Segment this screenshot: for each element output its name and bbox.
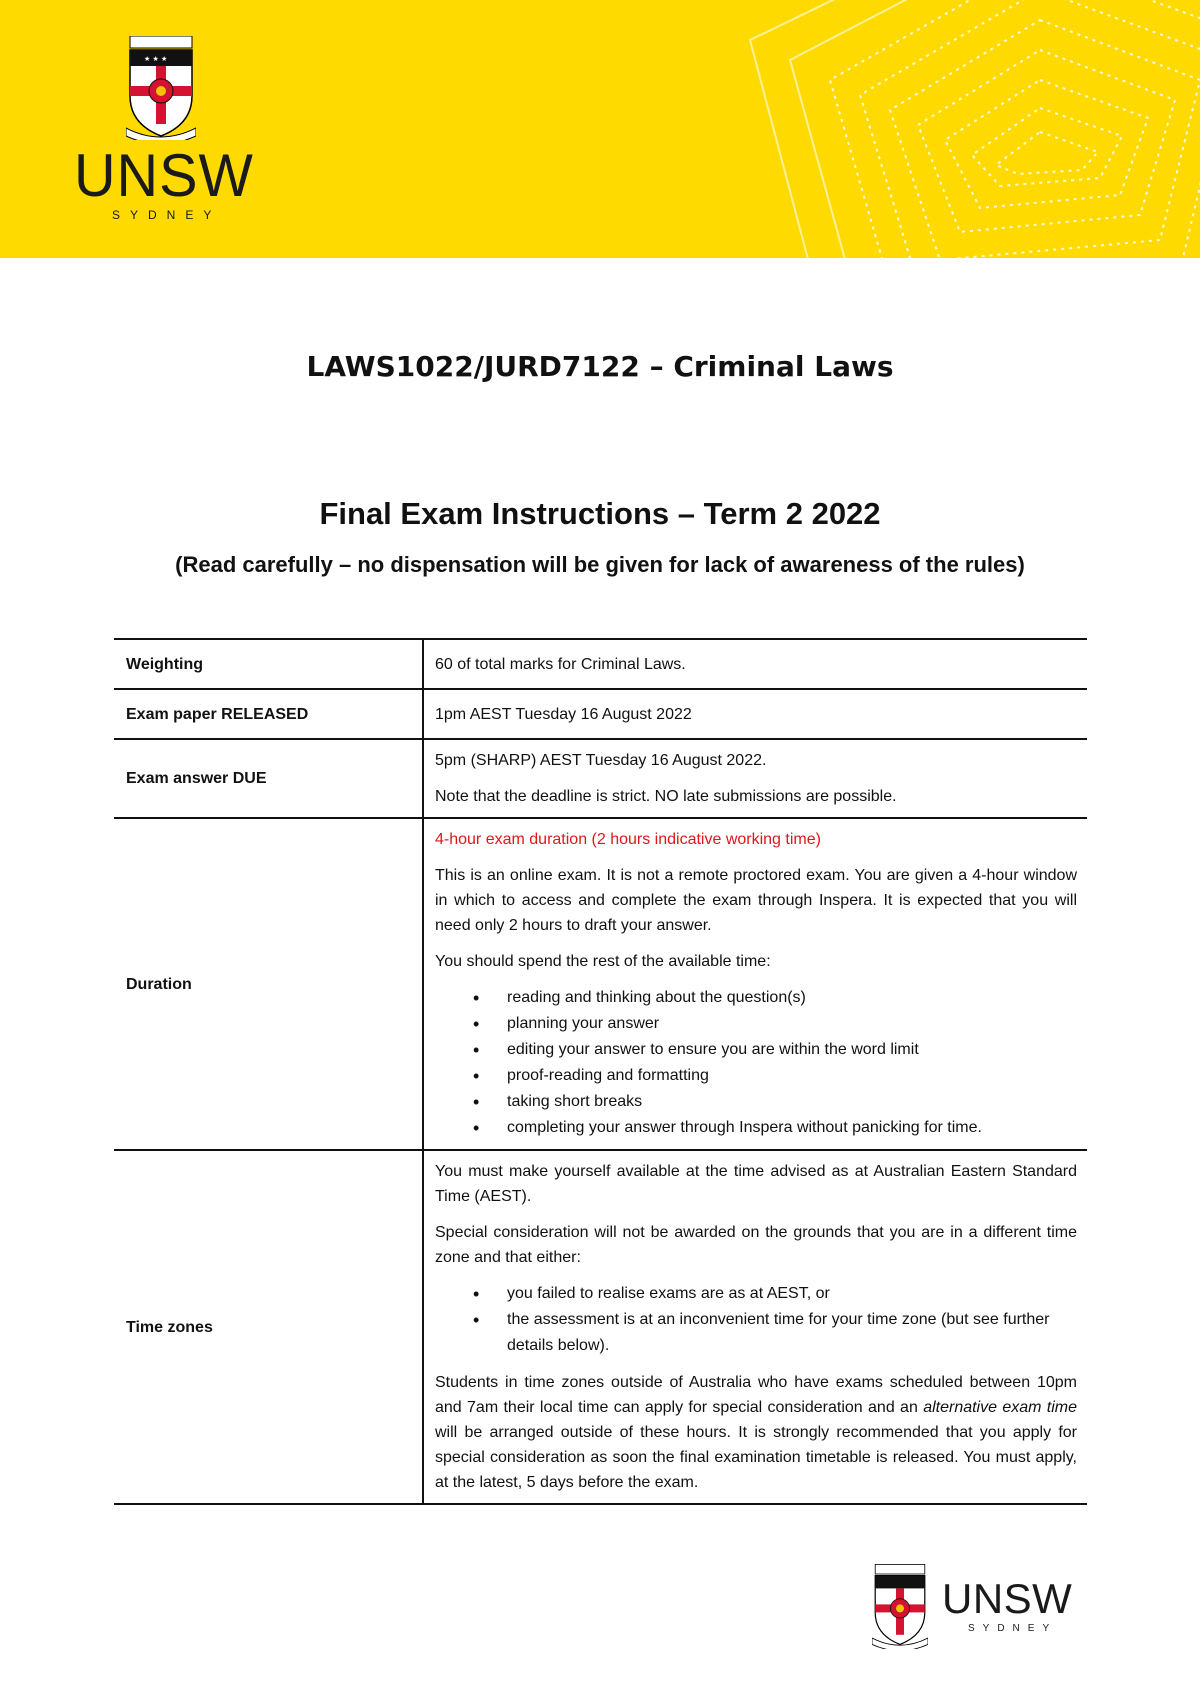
unsw-footer-logo <box>872 1563 1092 1653</box>
header-band <box>0 0 1200 258</box>
list-item: • proof-reading and formatting <box>507 1063 1077 1089</box>
exam-title: Final Exam Instructions – Term 2 2022 <box>319 496 881 531</box>
table-row-weighting <box>114 639 1087 689</box>
list-item: • taking short breaks <box>507 1089 1077 1115</box>
exam-subtitle: (Read carefully – no dispensation will be given for lack of awareness of the rules) <box>175 552 1025 577</box>
timezones-text-emphasis: alternative exam time <box>923 1399 1078 1416</box>
geometric-pattern-graphic <box>600 0 1200 258</box>
timezones-paragraph-2: Special consideration will not be awarded on the grounds that you are in a different time zone and that either: <box>435 1224 1077 1266</box>
svg-text:★ ★ ★: ★ ★ ★ <box>144 55 168 63</box>
table-row-duration <box>114 818 1087 1150</box>
due-note-text: Note that the deadline is strict. NO late submissions are possible. <box>435 788 897 805</box>
unsw-sydney-label: SYDNEY <box>112 208 222 222</box>
row-value-timezones <box>423 1150 1087 1504</box>
row-label-timezones: Time zones <box>114 1150 423 1504</box>
unsw-crest-icon <box>126 36 196 140</box>
timezones-text-b: will be arranged outside of these hours. It is strongly recommended that you apply for special consideration as soon the final examination timetable is released. You must apply, at the latest, 5 days before the exam. <box>435 1424 1077 1491</box>
row-value-released: 1pm AEST Tuesday 16 August 2022 <box>423 689 1087 739</box>
timezones-paragraph-3 <box>435 1370 1077 1495</box>
duration-list <box>435 985 1077 1141</box>
list-item: • the assessment is at an inconvenient time for your time zone (but see further details below). <box>507 1307 1077 1359</box>
row-label-weighting: Weighting <box>114 639 423 689</box>
row-value-due <box>423 739 1087 818</box>
unsw-wordmark: UNSW <box>74 142 254 209</box>
list-item: • editing your answer to ensure you are within the word limit <box>507 1037 1077 1063</box>
list-item: • planning your answer <box>507 1011 1077 1037</box>
row-value-duration <box>423 818 1087 1150</box>
timezones-text-a: Students in time zones outside of Australia who have exams scheduled between 10pm and 7am their local time can apply for special consideration and an <box>435 1374 1077 1416</box>
due-time-text: 5pm (SHARP) AEST Tuesday 16 August 2022. <box>435 752 767 769</box>
timezones-paragraph-1: You must make yourself available at the time advised as at Australian Eastern Standard Time (AEST). <box>435 1163 1077 1205</box>
row-value-weighting: 60 of total marks for Criminal Laws. <box>423 639 1087 689</box>
timezones-list <box>435 1281 1077 1359</box>
unsw-crest-small-icon <box>872 1563 928 1649</box>
list-item: • reading and thinking about the question(s) <box>507 985 1077 1011</box>
list-item: • completing your answer through Inspera without panicking for time. <box>507 1115 1077 1141</box>
table-row-due <box>114 739 1087 818</box>
row-label-released: Exam paper RELEASED <box>114 689 423 739</box>
table-row-released <box>114 689 1087 739</box>
duration-highlight: 4-hour exam duration (2 hours indicative working time) <box>435 831 821 848</box>
row-label-duration: Duration <box>114 818 423 1150</box>
table-row-timezones <box>114 1150 1087 1504</box>
unsw-logo <box>74 36 254 222</box>
row-label-due: Exam answer DUE <box>114 739 423 818</box>
list-item: • you failed to realise exams are as at AEST, or <box>507 1281 1077 1307</box>
instructions-table <box>114 638 1087 1505</box>
duration-paragraph: This is an online exam. It is not a remote proctored exam. You are given a 4-hour window in which to access and complete the exam through Inspera. It is expected that you will need only 2 hours to draft your answer. <box>435 867 1077 934</box>
course-title: LAWS1022/JURD7122 – Criminal Laws <box>306 350 894 383</box>
duration-intro: You should spend the rest of the available time: <box>435 953 771 970</box>
footer-sydney-label: SYDNEY <box>968 1623 1058 1634</box>
footer-wordmark: UNSW <box>942 1575 1073 1622</box>
